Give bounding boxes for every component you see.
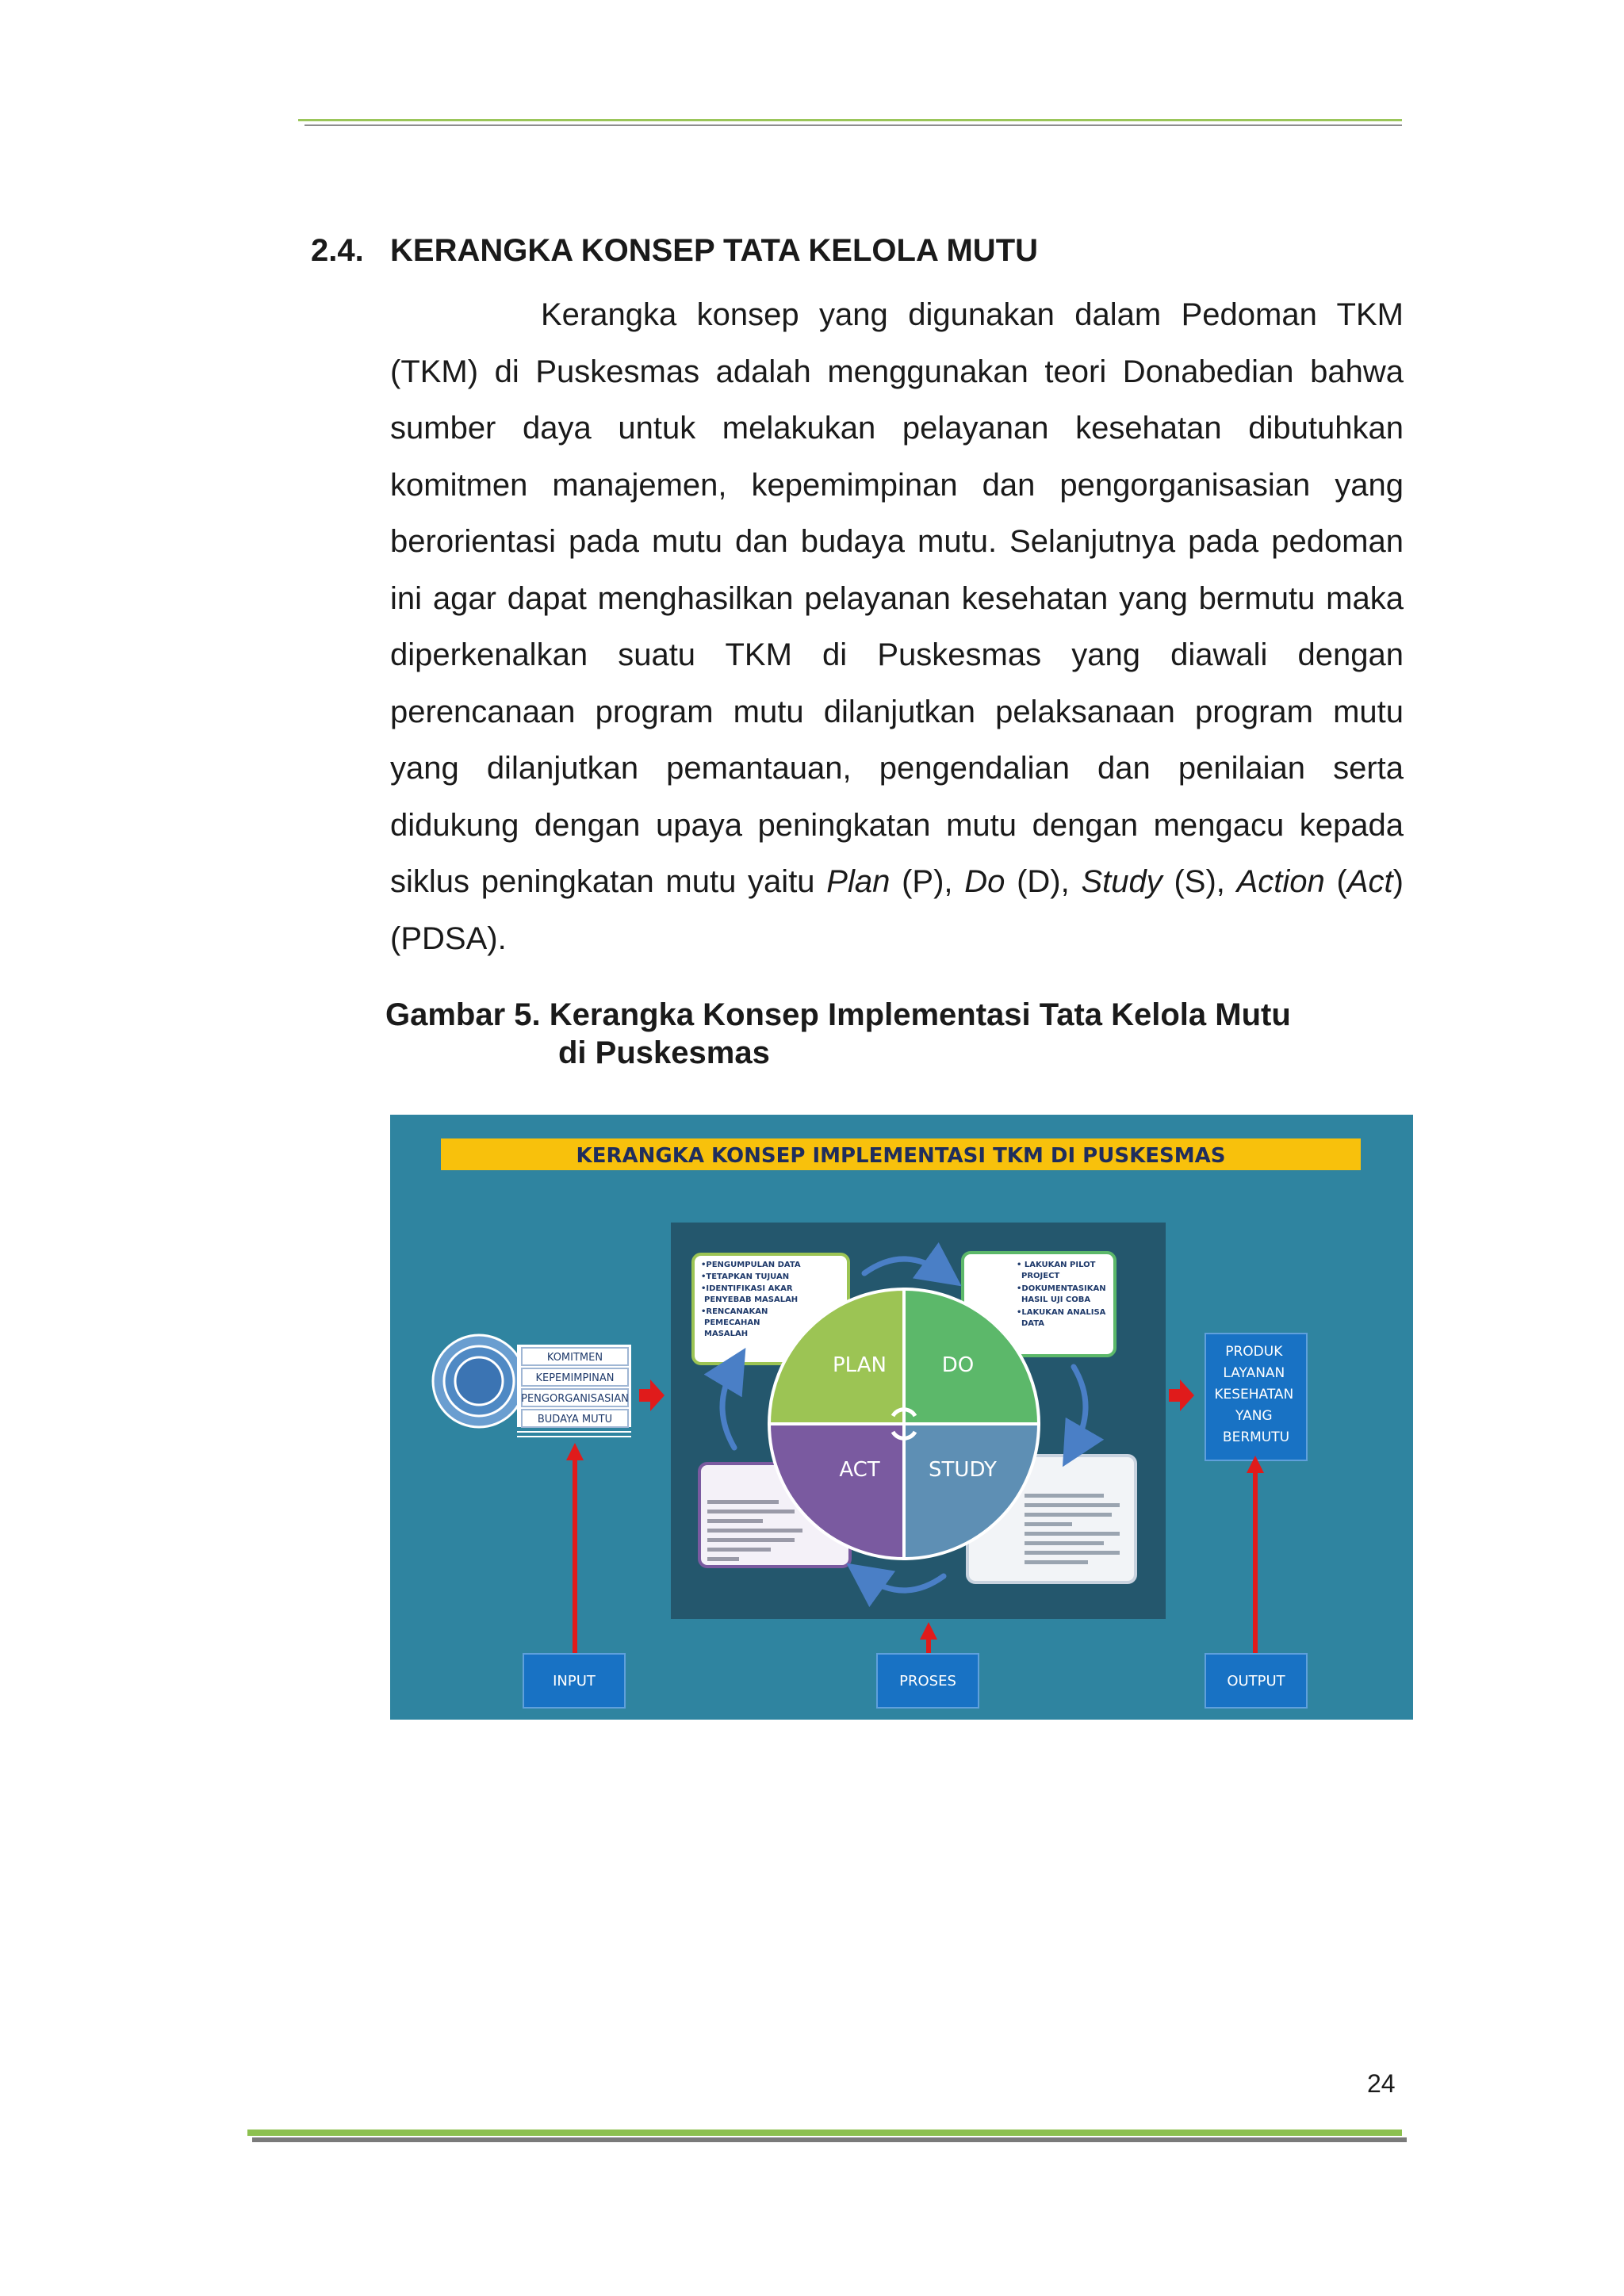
- plan-note: PEMECAHAN: [704, 1318, 760, 1327]
- input-item: KEPEMIMPINAN: [535, 1372, 615, 1384]
- plan-note: •IDENTIFIKASI AKAR: [701, 1284, 793, 1293]
- do-note: HASIL UJI COBA: [1021, 1295, 1091, 1304]
- output-label: OUTPUT: [1227, 1673, 1285, 1689]
- page-number: 24: [1367, 2069, 1396, 2098]
- section-number: 2.4.: [311, 233, 364, 268]
- output-box-line: LAYANAN: [1223, 1365, 1285, 1381]
- paragraph-text: Kerangka konsep yang digunakan dalam Pedoman TKM (TKM) di Puskesmas adalah menggunakan teori Donabedian bahwa sumber daya untuk melakukan pelayanan kesehatan dibutuhkan komitmen manajemen, kepemimpinan dan pengorganisasian yang berorientasi pada mutu dan budaya mutu. Selanjutnya pada pedoman ini agar dapat menghasilkan pelayanan kesehatan yang bermutu maka diperkenalkan suatu TKM di Puskesmas yang diawali dengan perencanaan program mutu dilanjutkan pelaksanaan program mutu yang dilanjutkan pemantauan, pengendalian dan penilaian serta didukung dengan upaya peningkatan mutu dengan mengacu kepada siklus peningkatan mutu yaitu: [390, 297, 1404, 899]
- term-study: Study: [1081, 864, 1162, 899]
- footer-rule-gray: [252, 2137, 1407, 2142]
- input-item: KOMITMEN: [546, 1352, 603, 1364]
- term-pdsa: (PDSA).: [390, 920, 507, 956]
- section-title: KERANGKA KONSEP TATA KELOLA MUTU: [390, 233, 1039, 268]
- input-item: PENGORGANISASIAN: [521, 1393, 629, 1405]
- output-box-line: PRODUK: [1225, 1344, 1283, 1360]
- do-note: DATA: [1021, 1319, 1045, 1328]
- term-act: Act: [1346, 864, 1393, 899]
- header-rule-green: [298, 119, 1402, 121]
- do-note: PROJECT: [1021, 1272, 1060, 1280]
- caption-line-2: di Puskesmas: [558, 1035, 770, 1070]
- term-study-abbr: (S),: [1174, 864, 1225, 899]
- figure-caption: [385, 996, 1291, 1072]
- banner-title: KERANGKA KONSEP IMPLEMENTASI TKM DI PUSKESMAS: [576, 1144, 1226, 1168]
- plan-note: •PENGUMPULAN DATA: [701, 1261, 801, 1269]
- do-note: • LAKUKAN PILOT: [1017, 1261, 1096, 1269]
- term-plan: Plan: [826, 864, 891, 899]
- do-note: •LAKUKAN ANALISA: [1017, 1308, 1106, 1317]
- term-act-open: (: [1336, 864, 1347, 899]
- plan-note: •RENCANAKAN: [701, 1307, 768, 1316]
- term-do-abbr: (D),: [1017, 864, 1070, 899]
- body-paragraph: [390, 287, 1404, 967]
- input-stack: [433, 1335, 631, 1437]
- term-do: Do: [964, 864, 1005, 899]
- do-note: •DOKUMENTASIKAN: [1017, 1284, 1106, 1293]
- term-action: Action: [1236, 864, 1325, 899]
- study-label: STUDY: [929, 1458, 997, 1482]
- output-box-line: KESEHATAN: [1214, 1387, 1294, 1402]
- plan-note: •TETAPKAN TUJUAN: [701, 1272, 790, 1281]
- term-act-close: ): [1392, 864, 1404, 899]
- output-box-line: BERMUTU: [1222, 1429, 1290, 1445]
- input-label: INPUT: [553, 1673, 596, 1689]
- act-label: ACT: [839, 1458, 880, 1482]
- output-box-line: YANG: [1235, 1408, 1273, 1424]
- caption-line-1: Gambar 5. Kerangka Konsep Implementasi Tata Kelola Mutu: [385, 997, 1291, 1032]
- header-rule-gray: [304, 124, 1402, 126]
- svg-text:PRODUK LAYANAN KES: [1214, 1344, 1297, 1445]
- plan-note: MASALAH: [704, 1330, 749, 1338]
- footer-rule-green: [247, 2130, 1402, 2136]
- proses-label: PROSES: [899, 1673, 956, 1689]
- plan-note: PENYEBAB MASALAH: [704, 1295, 799, 1304]
- do-label: DO: [941, 1353, 975, 1377]
- term-plan-abbr: (P),: [902, 864, 953, 899]
- plan-label: PLAN: [833, 1353, 887, 1377]
- concept-diagram: [390, 1115, 1413, 1720]
- input-item: BUDAYA MUTU: [537, 1414, 613, 1425]
